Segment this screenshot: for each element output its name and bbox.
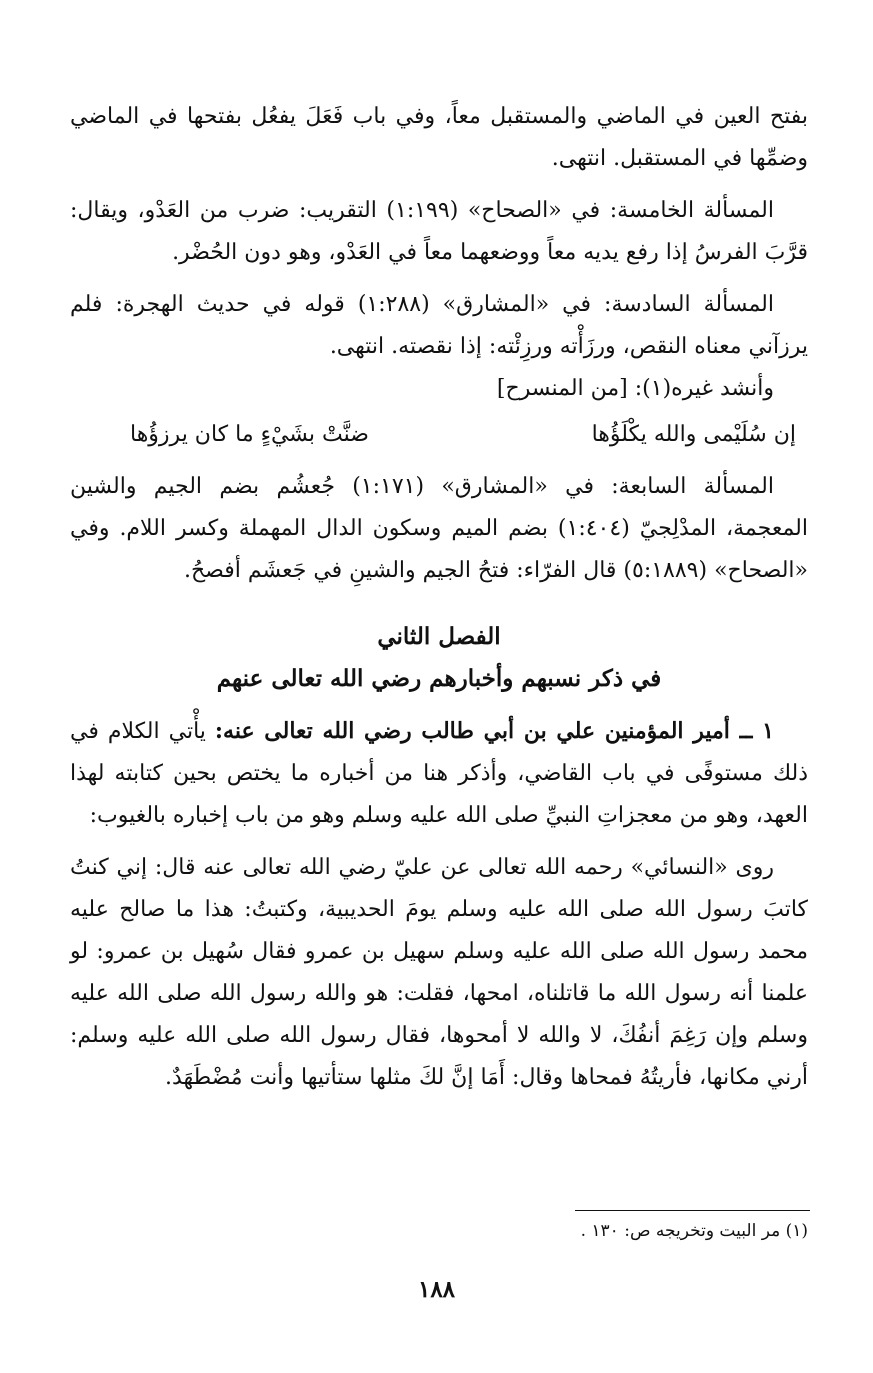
verse-second-hemistich: ضنَّتْ بشَيْءٍ ما كان يرزؤُها [130,422,369,447]
paragraph-7: روى «النسائي» رحمه الله تعالى عن عليّ رضي الله تعالى عنه قال: إني كنتُ كاتبَ رسول الله صلى الله عليه وسلم يومَ الحديبية، وكتبتُ: هذا ما صالح عليه محمد رسول الله صلى الله عليه وسلم سهيل بن عمرو فقال سُهيل بن عمرو: لو علمنا أنه رسول الله ما قاتلناه، امحها، فقلت: هو والله رسول الله صلى الله عليه وسلم وإن رَغِمَ أنفُكَ، لا والله لا أمحوها، فقال رسول الله صلى الله عليه وسلم: أرني مكانها، فأريتُهُ فمحاها وقال: أَمَا إنَّ لكَ مثلها ستأتيها وأنت مُضْطَهَدٌ. [70,855,809,1090]
page-number: ١٨٨ [417,1276,456,1303]
entry-text: يأْتي الكلام في ذلك مستوفًى في باب القاضي، وأذكر هنا من أخباره ما يختص بحين كتابته لهذا العهد، وهو من معجزاتِ النبيِّ صلى الله عليه وسلم وهو من باب إخباره بالغيوب: [70,719,808,828]
poetry-verse [70,414,808,456]
verse-first-hemistich: إن سُلَيْمى والله يكْلَؤُها [591,422,796,447]
chapter-title: الفصل الثاني [377,623,501,650]
footnote-divider [575,1210,810,1211]
footnote: (١) مر البيت وتخريجه ص: ١٣٠ . [580,1221,808,1241]
paragraph-4: وأنشد غيره(١): [من المنسرح] [496,376,774,401]
chapter-subtitle: في ذكر نسبهم وأخبارهم رضي الله تعالى عنهم [216,665,662,692]
main-text [70,96,808,1099]
paragraph-5: المسألة السابعة: في «المشارق» (١:١٧١) جُعشُم بضم الجيم والشين المعجمة، المدْلِجيّ (١:٤٠٤) بضم الميم وسكون الدال المهملة وكسر اللام. وفي «الصحاح» (٥:١٨٨٩) قال الفرّاء: فتحُ الجيم والشينِ في جَعشَم أفصحُ. [70,474,808,583]
entry-heading: ١ ــ أمير المؤمنين علي بن أبي طالب رضي الله تعالى عنه: [214,718,774,744]
paragraph-1: بفتح العين في الماضي والمستقبل معاً، وفي باب فَعَلَ يفعُل بفتحها في الماضي وضمِّها في المستقبل. انتهى. [70,104,808,171]
paragraph-6 [70,710,808,837]
paragraph-2: المسألة الخامسة: في «الصحاح» (١:١٩٩) التقريب: ضرب من العَدْو، ويقال: قرَّبَ الفرسُ إذا رفع يديه معاً ووضعهما معاً في العَدْو، وهو دون الحُضْر. [70,198,808,265]
paragraph-3: المسألة السادسة: في «المشارق» (١:٢٨٨) قوله في حديث الهجرة: فلم يرزآني معناه النقص، ورزَأْته ورزِئْته: إذا نقصته. انتهى. [70,292,808,359]
